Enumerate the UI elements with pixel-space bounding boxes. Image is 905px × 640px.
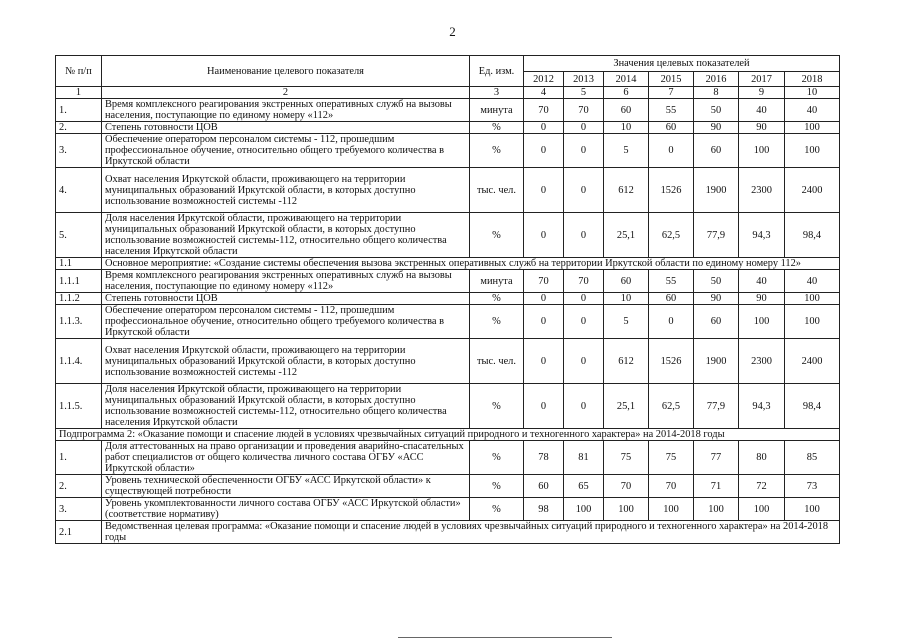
table-row — [56, 122, 840, 134]
value-cell: 40 — [785, 270, 840, 293]
value-cell: 50 — [694, 270, 739, 293]
row-number: 2. — [56, 475, 102, 498]
value-cell: 60 — [649, 293, 694, 305]
row-number: 1.1.3. — [56, 305, 102, 339]
col-number: 6 — [604, 87, 649, 99]
value-cell: 2400 — [785, 168, 840, 213]
value-cell: 100 — [739, 498, 785, 521]
col-number: 2 — [102, 87, 470, 99]
value-cell: 70 — [604, 475, 649, 498]
value-cell: 70 — [564, 270, 604, 293]
table-row — [56, 441, 840, 475]
row-number: 5. — [56, 213, 102, 258]
col-number: 8 — [694, 87, 739, 99]
value-cell: 90 — [739, 122, 785, 134]
row-number: 1. — [56, 99, 102, 122]
row-number: 1.1.4. — [56, 339, 102, 384]
value-cell: 0 — [524, 305, 564, 339]
row-number: 4. — [56, 168, 102, 213]
header-unit: Ед. изм. — [470, 56, 524, 87]
value-cell: 2300 — [739, 339, 785, 384]
header-year: 2012 — [524, 72, 564, 87]
value-cell: 0 — [564, 293, 604, 305]
value-cell: 100 — [649, 498, 694, 521]
value-cell: 25,1 — [604, 384, 649, 429]
value-cell: 78 — [524, 441, 564, 475]
col-number: 1 — [56, 87, 102, 99]
value-cell: 80 — [739, 441, 785, 475]
value-cell: 70 — [649, 475, 694, 498]
value-cell: 50 — [694, 99, 739, 122]
value-cell: 0 — [524, 168, 564, 213]
row-number: 2. — [56, 122, 102, 134]
value-cell: 0 — [564, 134, 604, 168]
unit-cell: % — [470, 305, 524, 339]
table-row — [56, 293, 840, 305]
table-row — [56, 213, 840, 258]
value-cell: 98,4 — [785, 213, 840, 258]
value-cell: 70 — [564, 99, 604, 122]
indicator-name: Время комплексного реагирования экстренных оперативных служб на вызовы населения, поступающие по единому номеру «112» — [102, 270, 470, 293]
value-cell: 60 — [649, 122, 694, 134]
table-row — [56, 99, 840, 122]
unit-cell: минута — [470, 270, 524, 293]
table-row — [56, 429, 840, 441]
header-year: 2018 — [785, 72, 840, 87]
value-cell: 70 — [524, 270, 564, 293]
value-cell: 81 — [564, 441, 604, 475]
table-row — [56, 475, 840, 498]
value-cell: 0 — [524, 293, 564, 305]
value-cell: 100 — [785, 293, 840, 305]
table-row — [56, 384, 840, 429]
indicator-name: Время комплексного реагирования экстренных оперативных служб на вызовы населения, поступающие по единому номеру «112» — [102, 99, 470, 122]
value-cell: 100 — [785, 498, 840, 521]
value-cell: 75 — [649, 441, 694, 475]
value-cell: 100 — [785, 305, 840, 339]
row-number: 3. — [56, 134, 102, 168]
unit-cell: % — [470, 293, 524, 305]
indicator-name: Степень готовности ЦОВ — [102, 122, 470, 134]
col-number: 10 — [785, 87, 840, 99]
value-cell: 40 — [785, 99, 840, 122]
row-number: 1.1.5. — [56, 384, 102, 429]
value-cell: 25,1 — [604, 213, 649, 258]
value-cell: 0 — [524, 213, 564, 258]
value-cell: 0 — [524, 339, 564, 384]
scan-artifact-line — [398, 637, 612, 638]
header-num: № п/п — [56, 56, 102, 87]
value-cell: 71 — [694, 475, 739, 498]
value-cell: 65 — [564, 475, 604, 498]
value-cell: 0 — [564, 122, 604, 134]
subprogram-title: Подпрограмма 2: «Оказание помощи и спасение людей в условиях чрезвычайных ситуаций природного и техногенного характера» на 2014-2018 годы — [56, 429, 840, 441]
table-row — [56, 258, 840, 270]
value-cell: 72 — [739, 475, 785, 498]
value-cell: 55 — [649, 99, 694, 122]
indicator-name: Обеспечение оператором персоналом системы - 112, прошедшим профессиональное обучение, относительно общего требуемого количества в Иркутской области — [102, 134, 470, 168]
indicator-name: Доля населения Иркутской области, проживающего на территории муниципальных образований Иркутской области, в которых доступно использование возможностей системы-112, относительно общего количества населения Иркутской области — [102, 384, 470, 429]
value-cell: 10 — [604, 293, 649, 305]
header-year: 2013 — [564, 72, 604, 87]
unit-cell: тыс. чел. — [470, 168, 524, 213]
value-cell: 0 — [524, 134, 564, 168]
value-cell: 73 — [785, 475, 840, 498]
header-name: Наименование целевого показателя — [102, 56, 470, 87]
unit-cell: % — [470, 441, 524, 475]
indicator-name: Охват населения Иркутской области, проживающего на территории муниципальных образований Иркутской области, в которых доступно использование возможностей системы -112 — [102, 339, 470, 384]
table-row — [56, 305, 840, 339]
value-cell: 0 — [524, 384, 564, 429]
row-number: 1.1.2 — [56, 293, 102, 305]
header-year: 2014 — [604, 72, 649, 87]
table-row — [56, 521, 840, 544]
value-cell: 100 — [694, 498, 739, 521]
value-cell: 90 — [694, 293, 739, 305]
table-row — [56, 168, 840, 213]
unit-cell: % — [470, 122, 524, 134]
value-cell: 5 — [604, 305, 649, 339]
value-cell: 0 — [524, 122, 564, 134]
value-cell: 612 — [604, 168, 649, 213]
row-number: 1.1.1 — [56, 270, 102, 293]
value-cell: 85 — [785, 441, 840, 475]
value-cell: 0 — [564, 168, 604, 213]
indicator-name: Доля аттестованных на право организации и проведения аварийно-спасательных работ специалистов от общего количества личного состава ОГБУ «АСС Иркутской области» — [102, 441, 470, 475]
value-cell: 2400 — [785, 339, 840, 384]
table-row — [56, 134, 840, 168]
value-cell: 0 — [564, 305, 604, 339]
table-row — [56, 498, 840, 521]
unit-cell: % — [470, 498, 524, 521]
unit-cell: тыс. чел. — [470, 339, 524, 384]
value-cell: 98,4 — [785, 384, 840, 429]
value-cell: 0 — [564, 339, 604, 384]
value-cell: 60 — [604, 270, 649, 293]
indicator-name: Охват населения Иркутской области, проживающего на территории муниципальных образований Иркутской области, в которых доступно использование возможностей системы -112 — [102, 168, 470, 213]
value-cell: 60 — [524, 475, 564, 498]
unit-cell: % — [470, 384, 524, 429]
value-cell: 1526 — [649, 168, 694, 213]
indicator-name: Обеспечение оператором персоналом системы - 112, прошедшим профессиональное обучение, относительно общего требуемого количества в Иркутской области — [102, 305, 470, 339]
value-cell: 100 — [739, 305, 785, 339]
value-cell: 94,3 — [739, 213, 785, 258]
value-cell: 100 — [564, 498, 604, 521]
value-cell: 100 — [785, 122, 840, 134]
indicator-name: Уровень укомплектованности личного состава ОГБУ «АСС Иркутской области» (соответствие нормативу) — [102, 498, 470, 521]
value-cell: 2300 — [739, 168, 785, 213]
value-cell: 100 — [785, 134, 840, 168]
value-cell: 0 — [649, 305, 694, 339]
section-title: Основное мероприятие: «Создание системы обеспечения вызова экстренных оперативных служб на территории Иркутской области по единому номеру 112» — [102, 258, 840, 270]
value-cell: 1900 — [694, 168, 739, 213]
unit-cell: % — [470, 475, 524, 498]
indicators-table — [55, 55, 840, 544]
value-cell: 40 — [739, 270, 785, 293]
value-cell: 60 — [604, 99, 649, 122]
table-row — [56, 339, 840, 384]
value-cell: 77 — [694, 441, 739, 475]
value-cell: 77,9 — [694, 213, 739, 258]
unit-cell: минута — [470, 99, 524, 122]
value-cell: 1526 — [649, 339, 694, 384]
table-row — [56, 270, 840, 293]
indicator-name: Доля населения Иркутской области, проживающего на территории муниципальных образований Иркутской области, в которых доступно использование возможностей системы-112, относительно общего количества населения Иркутской области — [102, 213, 470, 258]
header-year: 2016 — [694, 72, 739, 87]
value-cell: 90 — [739, 293, 785, 305]
col-number: 9 — [739, 87, 785, 99]
unit-cell: % — [470, 134, 524, 168]
value-cell: 10 — [604, 122, 649, 134]
value-cell: 75 — [604, 441, 649, 475]
value-cell: 60 — [694, 305, 739, 339]
value-cell: 100 — [739, 134, 785, 168]
header-year: 2017 — [739, 72, 785, 87]
section-number: 2.1 — [56, 521, 102, 544]
value-cell: 1900 — [694, 339, 739, 384]
value-cell: 60 — [694, 134, 739, 168]
row-number: 1. — [56, 441, 102, 475]
col-number: 7 — [649, 87, 694, 99]
indicator-name: Степень готовности ЦОВ — [102, 293, 470, 305]
header-year: 2015 — [649, 72, 694, 87]
value-cell: 62,5 — [649, 384, 694, 429]
col-number: 4 — [524, 87, 564, 99]
value-cell: 0 — [564, 384, 604, 429]
value-cell: 77,9 — [694, 384, 739, 429]
col-number: 3 — [470, 87, 524, 99]
indicator-name: Уровень технической обеспеченности ОГБУ «АСС Иркутской области» к существующей потребности — [102, 475, 470, 498]
value-cell: 0 — [649, 134, 694, 168]
value-cell: 94,3 — [739, 384, 785, 429]
section-title: Ведомственная целевая программа: «Оказание помощи и спасение людей в условиях чрезвычайных ситуаций природного и техногенного характера» на 2014-2018 годы — [102, 521, 840, 544]
value-cell: 70 — [524, 99, 564, 122]
value-cell: 100 — [604, 498, 649, 521]
value-cell: 612 — [604, 339, 649, 384]
value-cell: 40 — [739, 99, 785, 122]
value-cell: 62,5 — [649, 213, 694, 258]
col-number: 5 — [564, 87, 604, 99]
section-number: 1.1 — [56, 258, 102, 270]
value-cell: 98 — [524, 498, 564, 521]
header-values-group: Значения целевых показателей — [524, 56, 840, 72]
page-number: 2 — [449, 24, 456, 39]
value-cell: 55 — [649, 270, 694, 293]
value-cell: 5 — [604, 134, 649, 168]
value-cell: 0 — [564, 213, 604, 258]
value-cell: 90 — [694, 122, 739, 134]
unit-cell: % — [470, 213, 524, 258]
row-number: 3. — [56, 498, 102, 521]
